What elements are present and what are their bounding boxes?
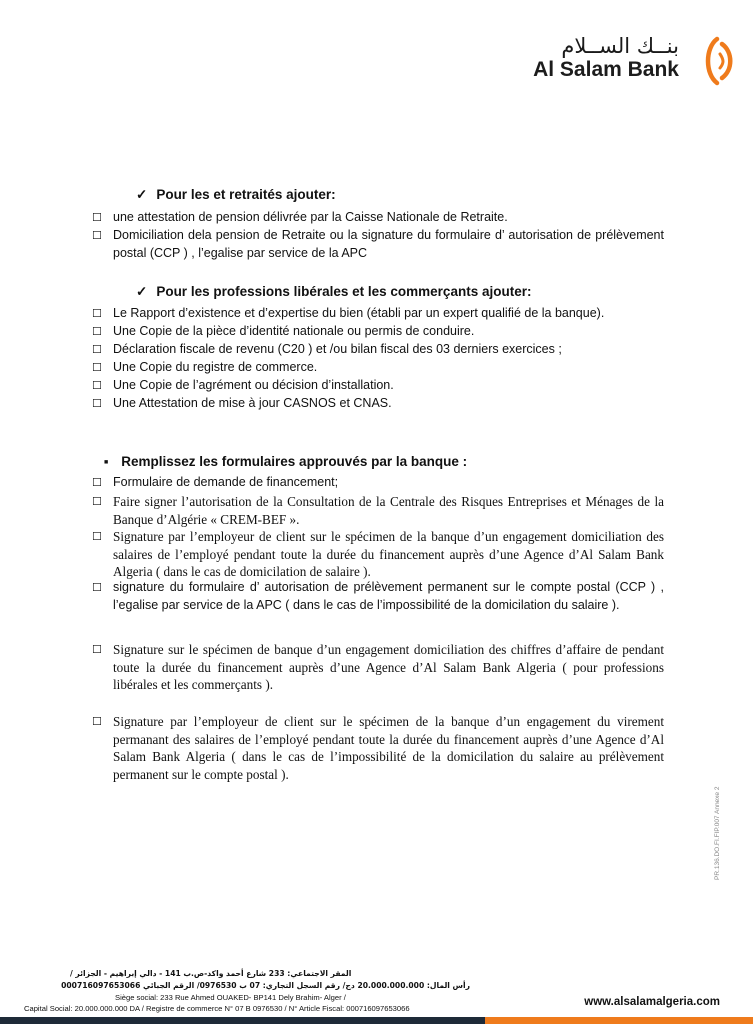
section-heading-liberales: [136, 284, 531, 300]
heading-text: Pour les et retraités ajouter:: [156, 187, 336, 202]
checkbox-icon: ☐: [92, 325, 102, 338]
list-item-text: Signature par l’employeur de client sur le spécimen de la banque d’un engagement domiciliation des salaires de l’employé pendant toute la durée du financement auprès d’une Agence d’Al Salam Bank Algeria ( dans le cas de domicilation de salaire ).: [113, 529, 664, 579]
logo-english-name: Al Salam Bank: [533, 58, 679, 81]
list-item: [92, 209, 664, 227]
checkbox-icon: ☐: [92, 343, 102, 356]
list-item-text: Déclaration fiscale de revenu (C20 ) et /ou bilan fiscal des 03 derniers exercices ;: [113, 342, 562, 356]
list-item-text: Le Rapport d’existence et d’expertise du bien (établi par un expert qualifié de la banque).: [113, 306, 605, 320]
heading-text: Remplissez les formulaires approuvés par la banque :: [121, 454, 468, 469]
bullet-icon: ■: [104, 459, 109, 466]
list-item-text: Signature par l’employeur de client sur le spécimen de la banque d’un engagement du virement permanant des salaires de l’employé pendant toute la durée du financement auprès d’une Agence d’Al Salam Bank Algeria ( dans le cas de l’impossibilité de la domicilation du salaire au prélèvement permanent sur le compte postal ).: [113, 714, 664, 782]
checkbox-icon: ☐: [92, 379, 102, 392]
checkmark-icon: ✓: [136, 187, 148, 202]
checkbox-icon: ☐: [92, 229, 102, 242]
checkbox-icon: ☐: [92, 476, 102, 489]
list-item: [92, 227, 664, 262]
checkbox-icon: ☐: [92, 581, 102, 594]
list-item-text: Une Attestation de mise à jour CASNOS et CNAS.: [113, 396, 392, 410]
footer-arabic-address: المقر الاجتماعي: 233 شارع أحمد واكد-ص.ب 141 - دالي إبراهيم - الجزائر /: [70, 969, 352, 978]
list-item-text: Une Copie de l’agrément ou décision d’installation.: [113, 378, 394, 392]
checkmark-icon: ✓: [136, 284, 148, 299]
logo-arabic-name: بنــك الســلام: [561, 34, 679, 58]
footer-arabic-capital: رأس المال: 20.000.000.000 دج/ رقم السجل التجاري: 07 ب 0976530/ الرقم الجبائي 000716097653066: [61, 981, 470, 990]
checkbox-icon: ☐: [92, 495, 102, 508]
heading-text: Pour les professions libérales et les commerçants ajouter:: [156, 284, 532, 299]
list-item: [92, 579, 664, 614]
footer-bar-dark: [0, 1017, 485, 1024]
checkbox-icon: ☐: [92, 397, 102, 410]
checkbox-icon: ☐: [92, 643, 102, 656]
list-item: [92, 323, 664, 341]
checkbox-icon: ☐: [92, 307, 102, 320]
document-reference: PR.136.DO.FI.FIP.007 Annexe 2: [714, 786, 721, 880]
section-heading-formulaires: [104, 454, 467, 469]
section-heading-retraites: [136, 187, 336, 203]
website-link[interactable]: www.alsalamalgeria.com: [584, 996, 720, 1008]
list-item: [92, 528, 664, 581]
list-item: [92, 493, 664, 528]
list-item-text: Domiciliation dela pension de Retraite ou la signature du formulaire d’ autorisation de prélèvement postal (CCP ) , l’egalise par service de la APC: [113, 228, 664, 260]
checkbox-icon: ☐: [92, 715, 102, 728]
logo-mark-icon: [703, 36, 737, 86]
list-item: [92, 474, 664, 492]
list-item-text: Une Copie du registre de commerce.: [113, 360, 318, 374]
checkbox-icon: ☐: [92, 361, 102, 374]
list-item: [92, 713, 664, 783]
list-item: [92, 305, 664, 323]
list-item-text: une attestation de pension délivrée par la Caisse Nationale de Retraite.: [113, 210, 508, 224]
list-item-text: Signature sur le spécimen de banque d’un engagement domiciliation des chiffres d’affaire de pendant toute la durée du financement auprès d’une Agence d’Al Salam Bank Algeria ( pour professions libérales et les commerçants ).: [113, 642, 664, 692]
list-item-text: signature du formulaire d’ autorisation de prélèvement permanent sur le compte postal (CCP ) , l’egalise par service de la APC ( dans le cas de l’impossibilité de la domicilation du salaire ).: [113, 580, 664, 612]
list-item: [92, 359, 664, 377]
list-item: [92, 377, 664, 395]
footer-address: Siège social: 233 Rue Ahmed OUAKED- BP141 Dely Brahim- Alger /: [115, 993, 346, 1002]
list-item-text: Formulaire de demande de financement;: [113, 475, 339, 489]
list-item: [92, 395, 664, 413]
footer-bar-orange: [485, 1017, 753, 1024]
checkbox-icon: ☐: [92, 211, 102, 224]
list-item-text: Une Copie de la pièce d’identité nationale ou permis de conduire.: [113, 324, 475, 338]
list-item: [92, 641, 664, 694]
checkbox-icon: ☐: [92, 530, 102, 543]
list-item-text: Faire signer l’autorisation de la Consultation de la Centrale des Risques Entreprises et Ménages de la Banque d’Algérie « CREM-BEF ».: [113, 494, 664, 527]
bank-logo: [509, 34, 739, 86]
list-item: [92, 341, 664, 359]
footer-capital: Capital Social: 20.000.000.000 DA / Registre de commerce N° 07 B 0976530 / N° Article Fiscal: 000716097653066: [24, 1004, 410, 1013]
